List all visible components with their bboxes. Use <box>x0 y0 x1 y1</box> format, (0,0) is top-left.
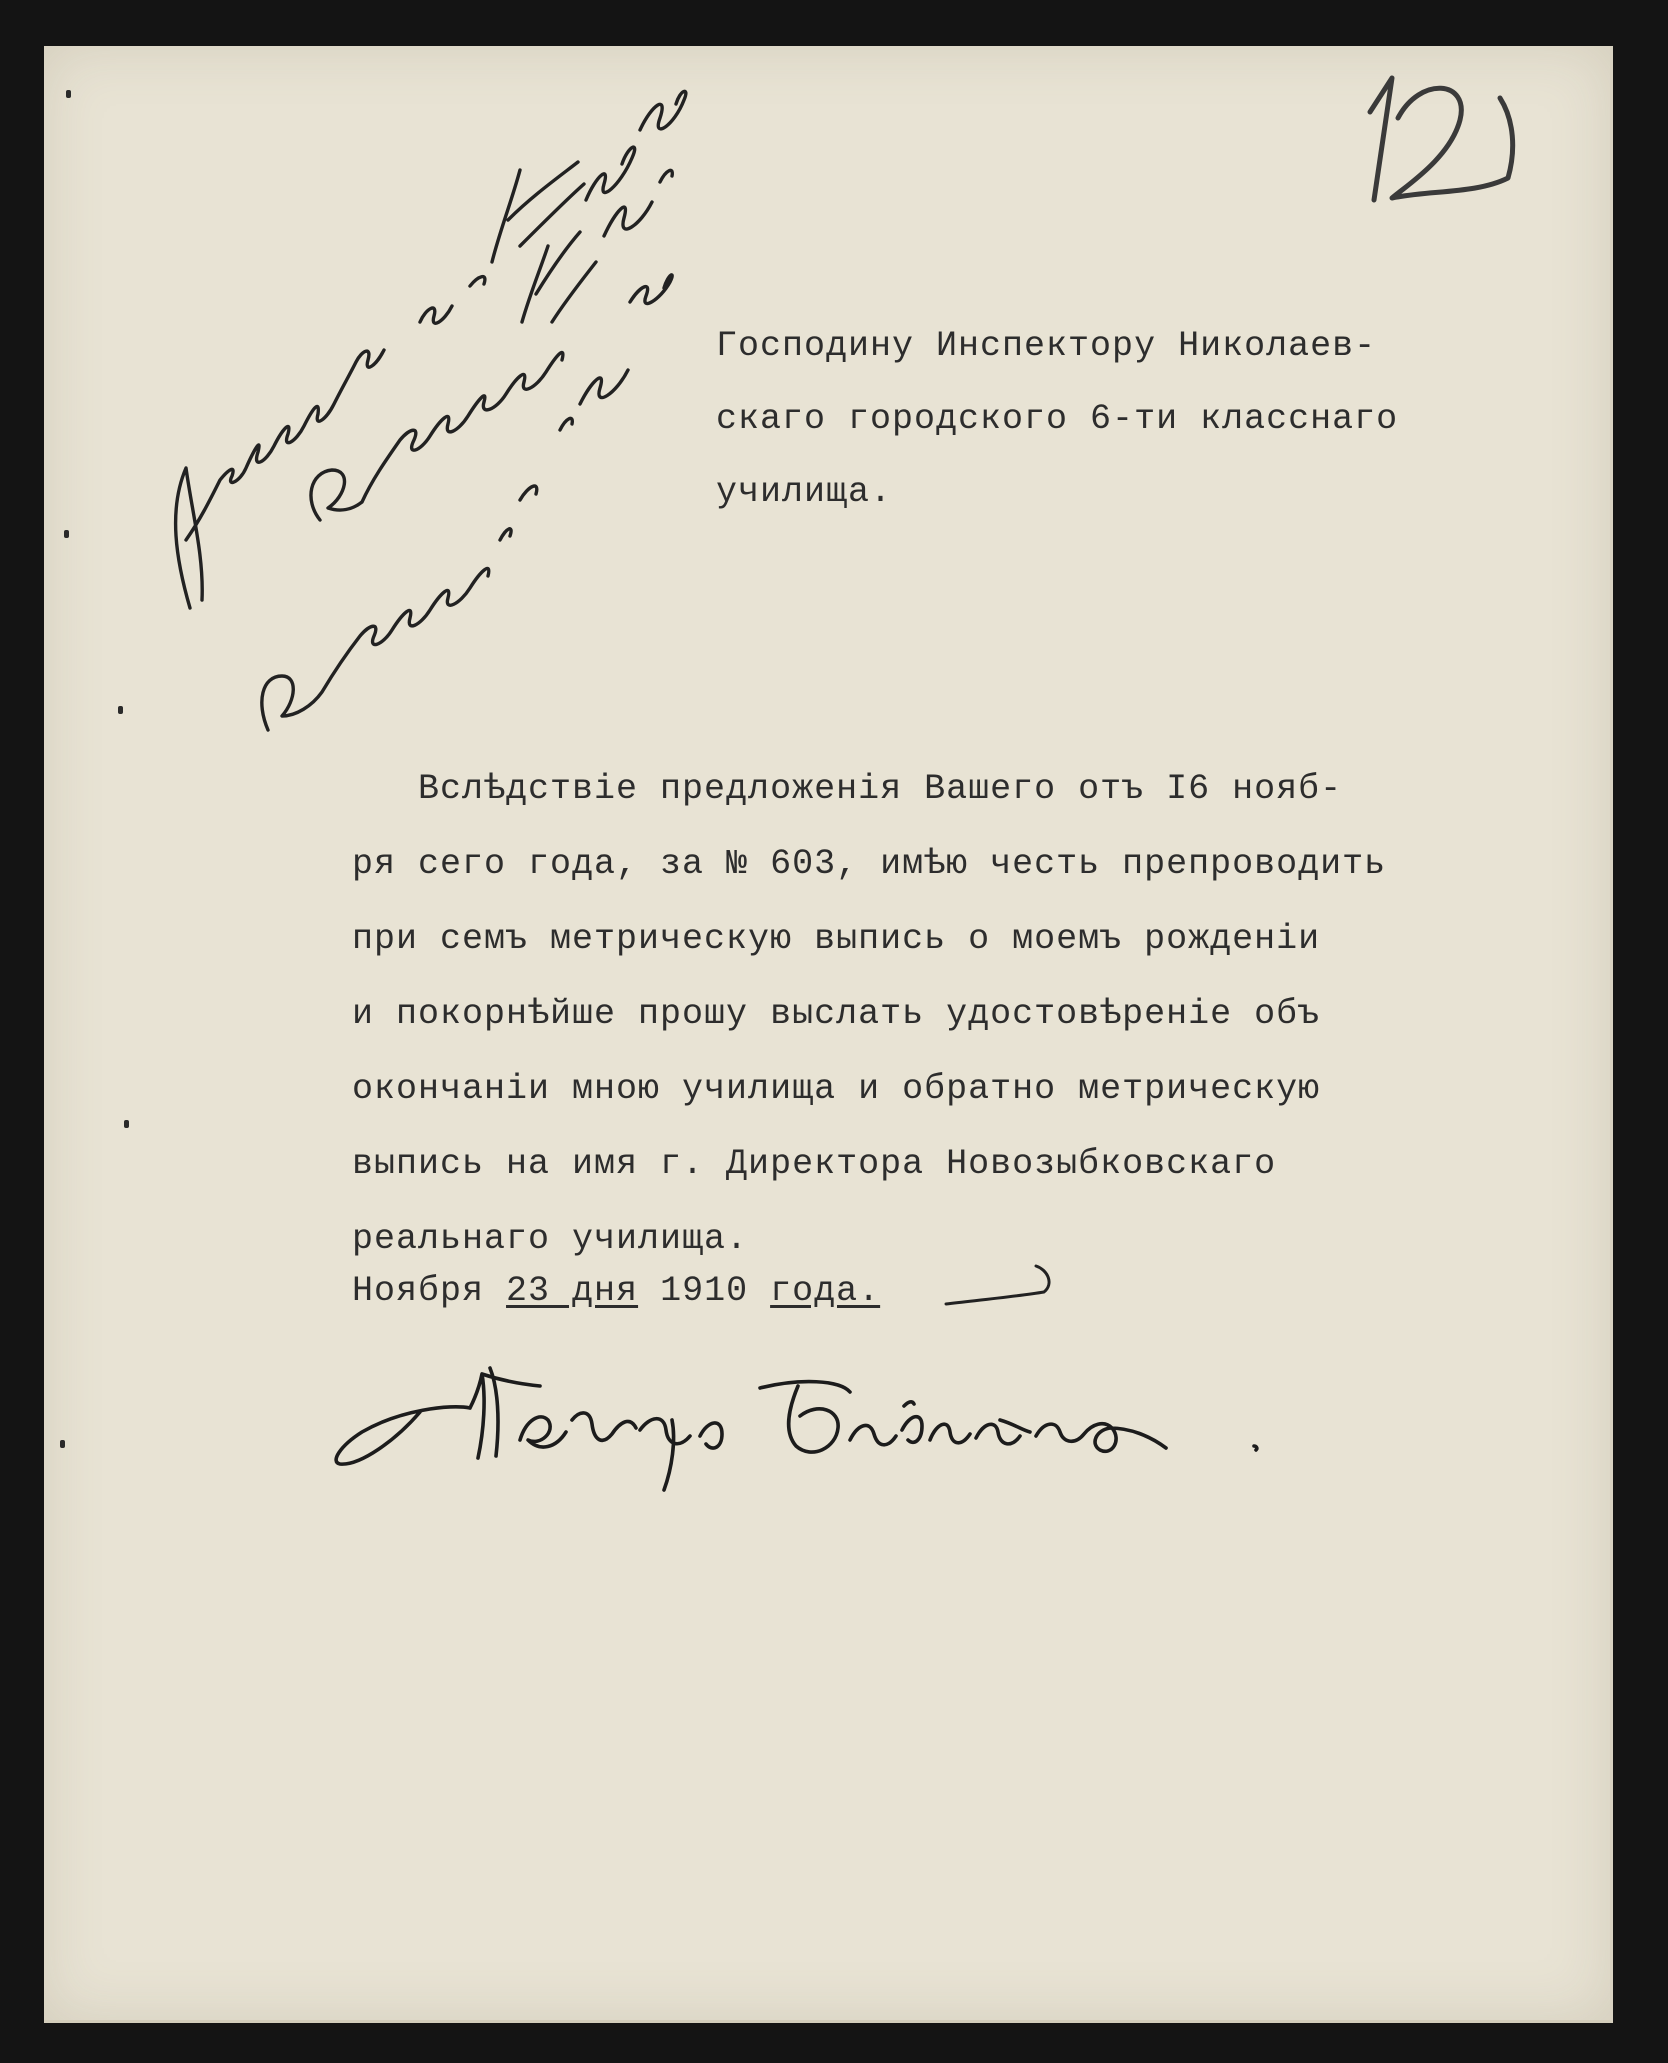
punch-hole <box>64 530 69 538</box>
body-line: при семъ метрическую выпись о моемъ рожденіи <box>352 919 1321 959</box>
body-line: ря сего года, за № 603, имѣю честь препроводить <box>352 844 1387 884</box>
body-line: реальнаго училища. <box>352 1219 749 1259</box>
punch-hole <box>124 1120 129 1128</box>
body-line: выпись на имя г. Директора Новозыбковскаго <box>352 1144 1277 1184</box>
date-line <box>352 1271 880 1311</box>
body-line: Вслѣдствіе предложенія Вашего отъ I6 нояб- <box>352 769 1343 809</box>
date-suffix: года. <box>770 1271 881 1311</box>
date-day: 23 дня <box>506 1271 639 1311</box>
addressee-line: скаго городского 6-ти класснаго <box>716 399 1399 439</box>
date-year: 1910 <box>638 1271 771 1311</box>
body-line: окончаніи мною училища и обратно метрическую <box>352 1069 1321 1109</box>
punch-hole <box>60 1440 65 1448</box>
date-month: Ноября <box>352 1271 507 1311</box>
addressee-line: Господину Инспектору Николаев- <box>716 326 1377 366</box>
addressee-block <box>716 310 1536 529</box>
body-line: и покорнѣйше прошу выслать удостовѣреніе объ <box>352 994 1321 1034</box>
letter-body <box>352 752 1502 1277</box>
addressee-line: училища. <box>716 472 893 512</box>
punch-hole <box>66 90 71 98</box>
punch-hole <box>118 706 123 714</box>
